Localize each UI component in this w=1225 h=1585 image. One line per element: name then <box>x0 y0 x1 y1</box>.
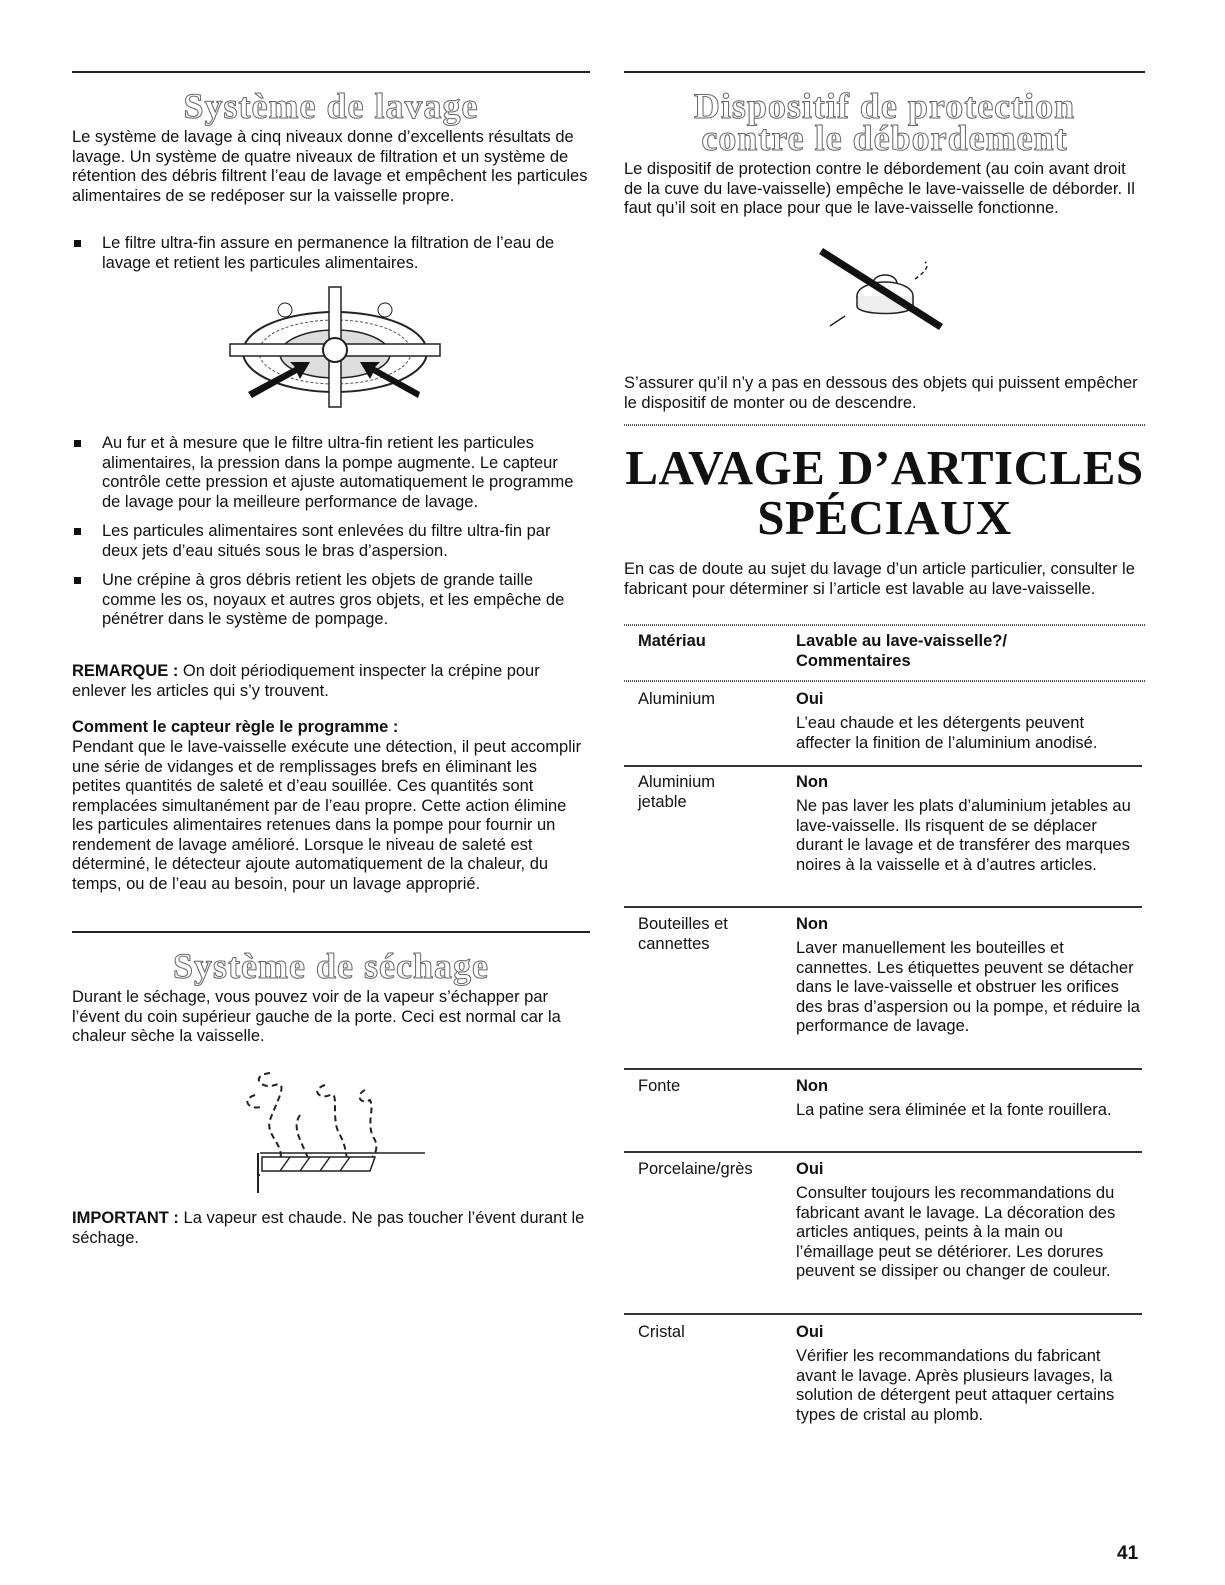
bullet-item: Une crépine à gros débris retient les objets de grande taille comme les os, noyaux et autres gros objets, et les empêche de pénétrer dans le système de pompage. <box>72 571 588 630</box>
important-label: IMPORTANT : <box>72 1209 179 1227</box>
verdict-cell: Oui <box>796 690 824 708</box>
header-dishwasher-safe-line-1: Lavable au lave-vaisselle?/ <box>796 632 1007 650</box>
overflow-title-line-1: Dispositif de protection <box>693 86 1076 126</box>
sensor-text: Pendant que le lave-vaisselle exécute une détection, il peut accomplir une série de vidanges et de remplissages brefs en éliminant les petites quantités de saleté et d’eau souillée. Ces quantités sont remplacées simultanément par de l’eau propre. Cette action élimine les particules alimentaires retenues dans la pompe pour fournir un rendement de lavage amélioré. Lorsque le niveau de saleté est déterminé, le détecteur ajoute automatiquement de la chaleur, du temps, ou de l’eau au besoin, pour un lavage approprié. <box>72 738 582 893</box>
overflow-text: Le dispositif de protection contre le débordement (au coin avant droit de la cuve du lave-vaisselle) empêche le lave-vaisselle de déborder. Il faut qu’il soit en place pour que le lave-vaisselle fonctionne. <box>624 160 1135 217</box>
row-divider <box>624 1151 1142 1153</box>
overflow-note: S’assurer qu’il n’y a pas en dessous des objets qui puissent empêcher le dispositif de monter ou de descendre. <box>624 374 1138 412</box>
section-rule-left <box>72 931 590 933</box>
material-cell: Aluminium jetable <box>638 773 716 811</box>
material-cell: Porcelaine/grès <box>638 1160 753 1178</box>
special-articles-title-line-2: SPÉCIAUX <box>757 490 1012 545</box>
verdict-cell: Non <box>796 915 829 933</box>
verdict-cell: Non <box>796 773 829 791</box>
special-articles-title-line-1: LAVAGE D’ARTICLES <box>625 440 1144 495</box>
steam-vent-illustration <box>230 1065 430 1195</box>
dotted-divider <box>624 624 1145 626</box>
bullet-item: Les particules alimentaires sont enlevées du filtre ultra-fin par deux jets d’eau situés sous le bras d’aspersion. <box>72 522 588 561</box>
verdict-cell: Oui <box>796 1323 824 1341</box>
sensor-heading: Comment le capteur règle le programme : <box>72 718 399 736</box>
filter-bullet-list <box>72 234 588 273</box>
material-cell: Fonte <box>638 1077 681 1095</box>
important-text: La vapeur est chaude. Ne pas toucher l’évent durant le séchage. <box>72 1209 585 1247</box>
row-divider <box>624 906 1142 908</box>
row-divider <box>624 765 1142 767</box>
remark-text: On doit périodiquement inspecter la crépine pour enlever les articles qui s’y trouvent. <box>72 662 540 700</box>
comment-cell: Laver manuellement les bouteilles et cannettes. Les étiquettes peuvent se détacher dans le lave-vaisselle et obstruer les orifices des bras d’aspersion ou la pompe, et réduire la performance de lavage. <box>796 939 1140 1035</box>
bullet-item: Le filtre ultra-fin assure en permanence la filtration de l’eau de lavage et retient les particules alimentaires. <box>72 234 588 273</box>
row-divider <box>624 1068 1142 1070</box>
wash-intro: Le système de lavage à cinq niveaux donne d’excellents résultats de lavage. Un système de quatre niveaux de filtration et un système de rétention des débris filtrent l’eau de lavage et empêchent les particules alimentaires de se redéposer sur la vaisselle propre. <box>72 128 588 205</box>
comment-cell: Ne pas laver les plats d’aluminium jetables au lave-vaisselle. Ils risquent de se déplacer durant le lavage et de transférer des marques noires à la vaisselle et à d’autres articles. <box>796 797 1131 874</box>
drying-system-title: Système de séchage <box>173 946 489 986</box>
comment-cell: L’eau chaude et les détergents peuvent affecter la finition de l’aluminium anodisé. <box>796 714 1098 752</box>
header-dishwasher-safe-line-2: Commentaires <box>796 651 911 670</box>
comment-cell: La patine sera éliminée et la fonte rouillera. <box>796 1101 1112 1119</box>
special-intro: En cas de doute au sujet du lavage d’un article particulier, consulter le fabricant pour déterminer si l’article est lavable au lave-vaisselle. <box>624 560 1135 598</box>
sensor-bullet-list <box>72 434 588 630</box>
row-divider <box>624 1313 1142 1315</box>
bullet-item: Au fur et à mesure que le filtre ultra-fin retient les particules alimentaires, la pression dans la pompe augmente. Le capteur contrôle cette pression et ajuste automatiquement le programme de lavage pour la meilleure performance de lavage. <box>72 434 588 512</box>
overflow-title-line-2: contre le débordement <box>701 118 1068 158</box>
material-cell: Aluminium <box>638 690 716 708</box>
dotted-divider <box>624 424 1145 426</box>
material-cell: Cristal <box>638 1323 685 1341</box>
verdict-cell: Non <box>796 1077 829 1095</box>
important-paragraph <box>72 1209 588 1248</box>
overflow-float-illustration <box>815 244 955 334</box>
top-rule-left <box>72 71 590 73</box>
verdict-cell: Oui <box>796 1160 824 1178</box>
header-dishwasher-safe <box>796 632 1116 671</box>
comment-cell: Vérifier les recommandations du fabricant avant le lavage. Après plusieurs lavages, la solution de détergent peut attaquer certains types de cristal au plomb. <box>796 1347 1115 1424</box>
material-cell: Bouteilles et cannettes <box>638 915 728 953</box>
filter-illustration <box>220 282 450 417</box>
remark-label: REMARQUE : <box>72 662 179 680</box>
page-number: 41 <box>1117 1543 1139 1564</box>
wash-system-title: Système de lavage <box>183 86 479 126</box>
drying-text: Durant le séchage, vous pouvez voir de la vapeur s’échapper par l’évent du coin supérieur gauche de la porte. Ceci est normal car la chaleur sèche la vaisselle. <box>72 988 561 1045</box>
comment-cell: Consulter toujours les recommandations du fabricant avant le lavage. La décoration des articles antiques, peints à la main ou l’émaillage peut se détériorer. Les dorures peuvent se dissiper ou changer de couleur. <box>796 1184 1116 1280</box>
top-rule-right <box>624 71 1145 73</box>
dotted-divider <box>624 680 1145 682</box>
header-material: Matériau <box>638 632 706 650</box>
remark-paragraph <box>72 662 588 701</box>
